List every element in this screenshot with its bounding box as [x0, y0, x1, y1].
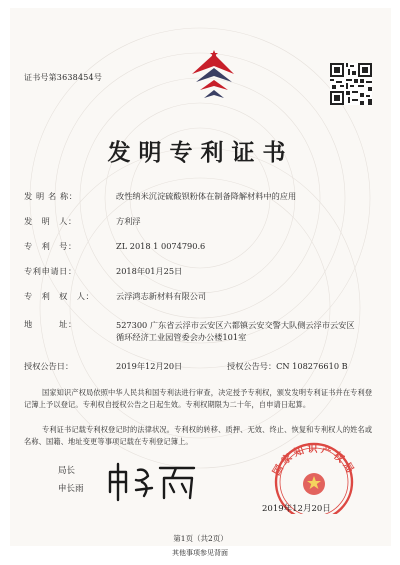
seal-date: 2019年12月20日: [262, 504, 331, 514]
grant-date-label: 授权公告日：: [24, 361, 74, 371]
svg-text:国家知识产权局: 国家知识产权局: [271, 444, 357, 478]
body-paragraph-1: 国家知识产权局依照中华人民共和国专利法进行审查，决定授予专利权，颁发发明专利证书并在专利登记簿上予以登记。专利权自授权公告之日起生效。专利权期限为二十年，自申请日起算。: [24, 388, 373, 409]
field-label: 专 利 权 人：: [24, 291, 95, 301]
publication-value: CN 108276610 B: [276, 361, 348, 371]
field-patent-number: [24, 241, 205, 252]
page-indicator: 第1页（共2页）: [173, 534, 228, 543]
certificate-number: 证书号第3638454号: [24, 73, 103, 82]
publication-number: [227, 361, 348, 372]
field-label: 地 址：: [24, 319, 77, 329]
field-label: 专 利 号：: [24, 241, 77, 251]
field-invention-name: [24, 191, 296, 202]
qr-code-icon: [330, 63, 372, 105]
field-value: 2018年01月25日: [116, 266, 183, 276]
body-paragraph-2: 专利证书记载专利权登记时的法律状况。专利权的转移、质押、无效、终止、恢复和专利权人的姓名或名称、国籍、地址变更等事项记载在专利登记簿上。: [24, 425, 373, 446]
back-note: 其他事项参见背面: [172, 549, 228, 557]
grant-info-row: [24, 361, 348, 372]
certificate-sheet: [10, 8, 391, 546]
field-patentee: [24, 291, 206, 302]
certificate-title: 发明专利证书: [107, 139, 294, 166]
field-label: 发 明 人：: [24, 216, 77, 226]
director-name: 申长雨: [58, 484, 84, 494]
field-value: 方利浮: [116, 216, 141, 226]
field-value: ZL 2018 1 0074790.6: [116, 241, 206, 251]
field-value: 云浮鸿志新材料有限公司: [116, 291, 207, 301]
grant-date-value: 2019年12月20日: [116, 361, 183, 371]
field-label: 专利申请日：: [24, 266, 77, 276]
field-inventor: [24, 216, 141, 227]
field-application-date: [24, 266, 182, 277]
field-address-label: [24, 319, 116, 330]
field-label: 发 明 名 称：: [24, 191, 78, 201]
field-value: 改性纳米沉淀硫酸钡粉体在制备降解材料中的应用: [116, 191, 297, 201]
director-signature: [102, 460, 202, 502]
field-address-value: 527300 广东省云浮市云安区六都镇云安交警大队侧云浮市云安区循环经济工业园管委会办公楼101室: [116, 320, 355, 342]
patent-office-emblem-icon: [184, 48, 244, 106]
director-title: 局长: [58, 466, 76, 476]
publication-label: 授权公告号：: [227, 361, 277, 371]
